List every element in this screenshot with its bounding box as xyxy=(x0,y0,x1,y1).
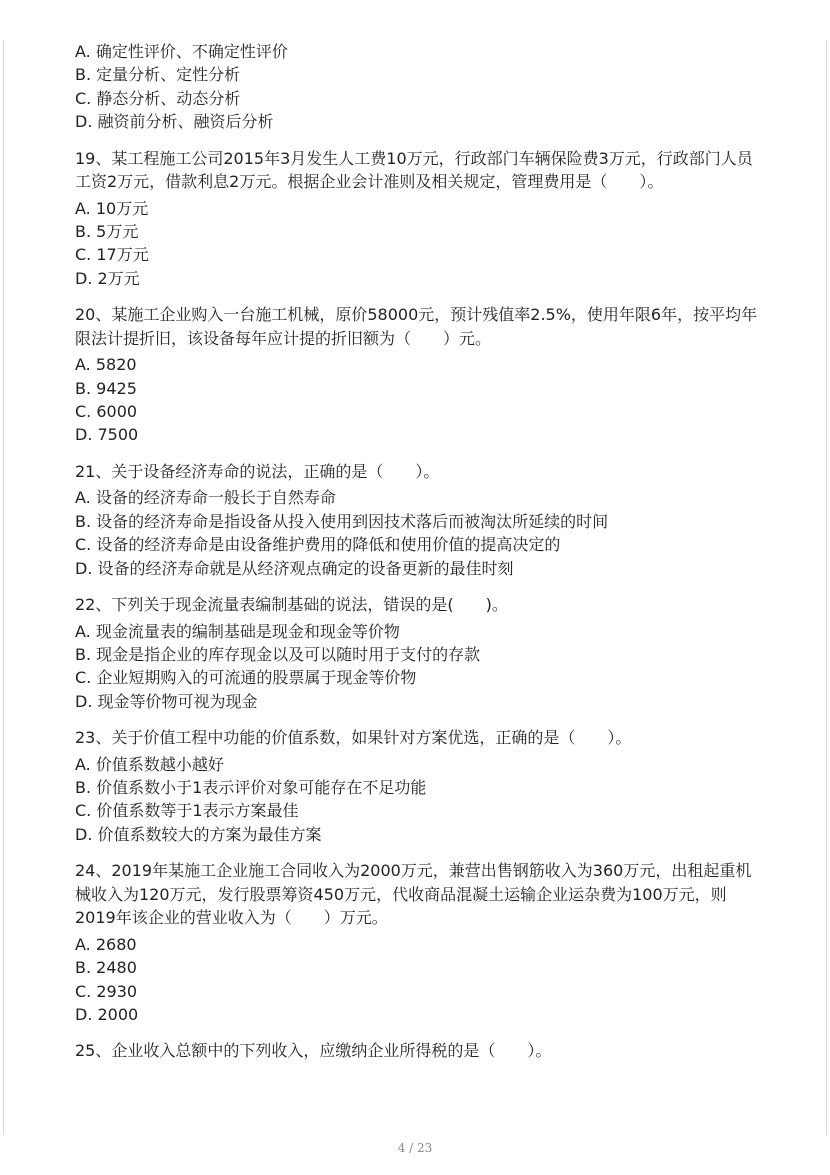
page-border-left xyxy=(3,40,4,1135)
question-stem: 25、企业收入总额中的下列收入，应缴纳企业所得税的是（ ）。 xyxy=(75,1041,552,1061)
option-c: C. 静态分析、动态分析 xyxy=(75,88,241,108)
question-24 xyxy=(75,859,765,1026)
question-25 xyxy=(75,1039,765,1063)
page-border-right xyxy=(826,40,827,1135)
question-23 xyxy=(75,726,765,846)
document-content xyxy=(75,40,765,1076)
option-a: A. 10万元 xyxy=(75,198,149,218)
option-d: D. 融资前分析、融资后分析 xyxy=(75,112,274,132)
option-a: A. 确定性评价、不确定性评价 xyxy=(75,42,288,61)
option-b: B. 价值系数小于1表示评价对象可能存在不足功能 xyxy=(75,778,427,798)
question-stem: 24、2019年某施工企业施工合同收入为2000万元，兼营出售钢筋收入为360万元，出租起重机械收入为120万元，发行股票筹资450万元，代收商品混凝土运输企业运杂费为100万元，则2019年该企业的营业收入为（ ）万元。 xyxy=(75,861,752,928)
option-a: A. 现金流量表的编制基础是现金和现金等价物 xyxy=(75,621,400,641)
option-a: A. 设备的经济寿命一般长于自然寿命 xyxy=(75,488,336,508)
question-stem: 22、下列关于现金流量表编制基础的说法，错误的是( )。 xyxy=(75,595,508,614)
option-d: D. 2万元 xyxy=(75,268,140,288)
option-b: B. 9425 xyxy=(75,378,137,398)
option-c: C. 企业短期购入的可流通的股票属于现金等价物 xyxy=(75,668,417,688)
question-stem: 20、某施工企业购入一台施工机械，原价58000元，预计残值率2.5%，使用年限6年，按平均年限法计提折旧，该设备每年应计提的折旧额为（ ）元。 xyxy=(75,305,758,348)
question-21 xyxy=(75,460,765,580)
option-c: C. 设备的经济寿命是由设备维护费用的降低和使用价值的提高决定的 xyxy=(75,535,561,555)
option-d: D. 7500 xyxy=(75,425,139,445)
question-22 xyxy=(75,593,765,713)
option-a: A. 2680 xyxy=(75,934,137,954)
option-a: A. 价值系数越小越好 xyxy=(75,754,224,774)
option-c: C. 价值系数等于1表示方案最佳 xyxy=(75,801,299,821)
option-b: B. 现金是指企业的库存现金以及可以随时用于支付的存款 xyxy=(75,644,481,664)
option-c: C. 17万元 xyxy=(75,245,149,265)
question-stem: 23、关于价值工程中功能的价值系数，如果针对方案优选，正确的是（ ）。 xyxy=(75,728,632,748)
option-d: D. 2000 xyxy=(75,1004,139,1024)
option-c: C. 6000 xyxy=(75,402,138,422)
option-d: D. 设备的经济寿命就是从经济观点确定的设备更新的最佳时刻 xyxy=(75,558,514,578)
question-19 xyxy=(75,147,765,291)
option-d: D. 价值系数较大的方案为最佳方案 xyxy=(75,824,322,844)
option-b: B. 5万元 xyxy=(75,222,139,242)
question-stem: 21、关于设备经济寿命的说法，正确的是（ ）。 xyxy=(75,461,440,481)
page-number: 4 / 23 xyxy=(397,1141,433,1155)
option-a: A. 5820 xyxy=(75,355,137,375)
option-c: C. 2930 xyxy=(75,981,138,1001)
question-stem: 19、某工程施工公司2015年3月发生人工费10万元，行政部门车辆保险费3万元，行政部门人员工资2万元，借款利息2万元。根据企业会计准则及相关规定，管理费用是（ ）。 xyxy=(75,148,753,192)
option-b: B. 设备的经济寿命是指设备从投入使用到因技术落后而被淘汰所延续的时间 xyxy=(75,511,609,531)
question-18-carryover xyxy=(75,40,765,134)
option-b: B. 定量分析、定性分析 xyxy=(75,65,241,85)
option-d: D. 现金等价物可视为现金 xyxy=(75,691,258,711)
option-b: B. 2480 xyxy=(75,958,137,978)
question-20 xyxy=(75,303,765,447)
